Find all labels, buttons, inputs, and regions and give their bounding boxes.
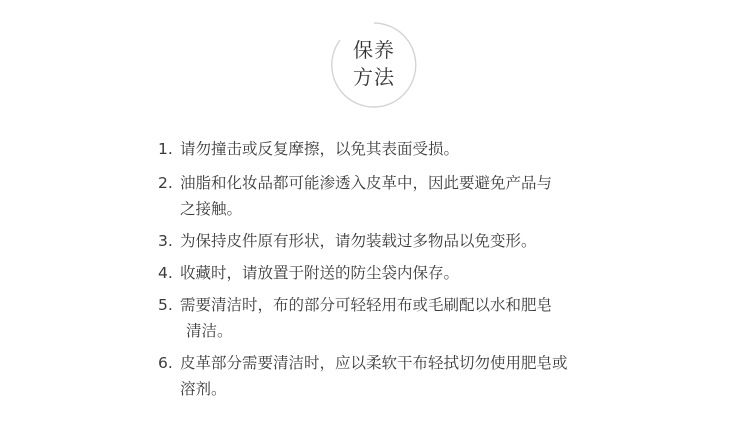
care-item-text — [180, 170, 618, 222]
care-item — [158, 228, 618, 254]
care-item — [158, 136, 618, 162]
care-item-number: 5. — [158, 296, 173, 314]
section-title-line2: 方法 — [353, 65, 395, 89]
care-item-line: 油脂和化妆品都可能渗透入皮革中，因此要避免产品与 — [180, 174, 553, 192]
care-item-number: 2. — [158, 174, 173, 192]
care-item — [158, 292, 618, 344]
care-item-number: 6. — [158, 354, 173, 372]
care-item — [158, 170, 618, 222]
care-item-line: 收藏时，请放置于附送的防尘袋内保存。 — [180, 264, 460, 282]
care-item-line: 请勿撞击或反复摩擦，以免其表面受损。 — [180, 140, 460, 158]
care-instructions-list — [158, 136, 618, 402]
care-item — [158, 260, 618, 286]
care-item-text — [180, 228, 618, 254]
care-item-line: 清洁。 — [186, 322, 233, 340]
care-item-line: 皮革部分需要清洁时，应以柔软干布轻拭切勿使用肥皂或 — [180, 354, 568, 372]
care-item-line: 为保持皮件原有形状，请勿装载过多物品以免变形。 — [180, 232, 537, 250]
section-title-line1: 保养 — [353, 38, 395, 62]
care-item-line: 需要清洁时，布的部分可轻轻用布或毛刷配以水和肥皂 — [180, 296, 553, 314]
section-badge — [330, 21, 418, 109]
care-item-number: 4. — [158, 264, 173, 282]
section-title — [330, 37, 418, 91]
care-item-number: 1. — [158, 140, 173, 158]
care-item — [158, 350, 618, 402]
care-item-text — [180, 350, 618, 402]
care-item-text — [180, 260, 618, 286]
care-item-text — [180, 292, 618, 344]
care-item-line: 溶剂。 — [180, 380, 227, 398]
care-item-line: 之接触。 — [180, 200, 243, 218]
care-item-text — [180, 136, 618, 162]
care-item-number: 3. — [158, 232, 173, 250]
